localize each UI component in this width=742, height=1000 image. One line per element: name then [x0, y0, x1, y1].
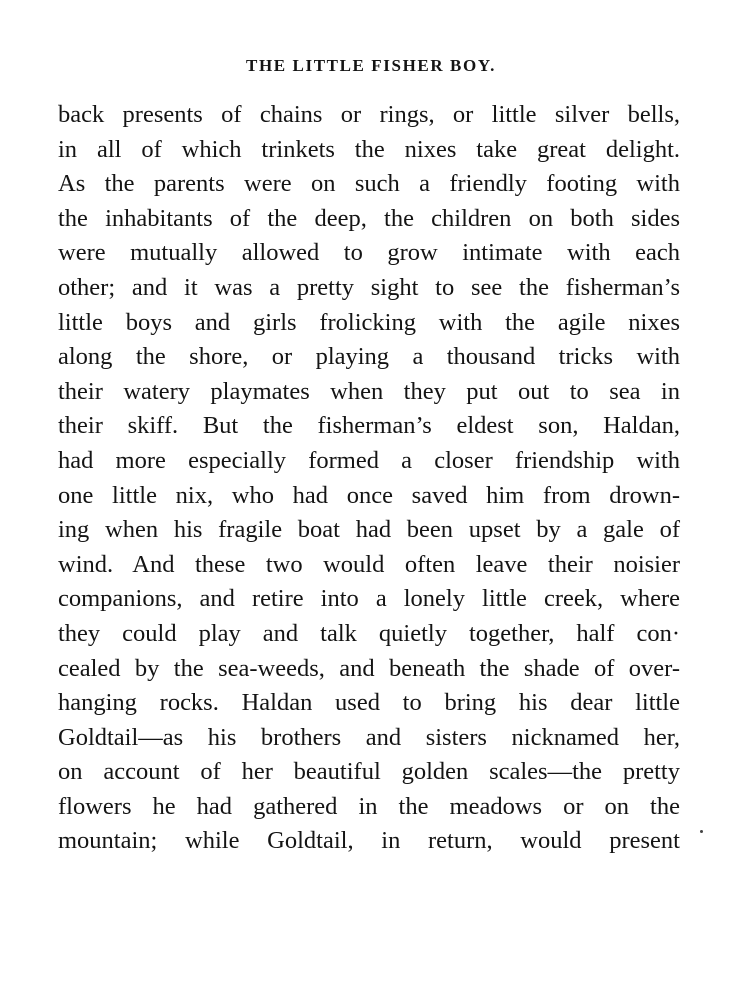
running-head: THE LITTLE FISHER BOY.: [246, 56, 496, 75]
text-line: along the shore, or playing a thousand tricks with: [58, 343, 680, 371]
text-line: little boys and girls frolicking with the agile nixes: [58, 308, 680, 336]
text-line: they could play and talk quietly together, half con·: [58, 619, 680, 647]
text-line: flowers he had gathered in the meadows or on the: [58, 792, 680, 820]
text-line: wind. And these two would often leave their noisier: [58, 550, 680, 578]
text-line: mountain; while Goldtail, in return, would present: [58, 827, 680, 855]
print-speck: [700, 830, 703, 833]
text-line: hanging rocks. Haldan used to bring his dear little: [58, 689, 680, 717]
text-line: companions, and retire into a lonely little creek, where: [58, 585, 680, 613]
body-text: [58, 98, 680, 859]
text-line: ing when his fragile boat had been upset by a gale of: [58, 516, 680, 544]
text-line: As the parents were on such a friendly footing with: [58, 170, 680, 198]
text-line: their skiff. But the fisherman’s eldest son, Haldan,: [58, 412, 680, 440]
text-line: other; and it was a pretty sight to see the fisherman’s: [58, 273, 680, 301]
text-line: in all of which trinkets the nixes take great delight.: [58, 135, 680, 163]
text-line: cealed by the sea-weeds, and beneath the shade of over-: [58, 654, 680, 682]
text-line: had more especially formed a closer friendship with: [58, 446, 680, 474]
text-line: the inhabitants of the deep, the children on both sides: [58, 204, 680, 232]
text-line: were mutually allowed to grow intimate with each: [58, 239, 680, 267]
text-line: back presents of chains or rings, or little silver bells,: [58, 101, 680, 128]
text-line: Goldtail—as his brothers and sisters nicknamed her,: [58, 723, 680, 751]
text-line: one little nix, who had once saved him from drown-: [58, 481, 680, 509]
text-line: their watery playmates when they put out to sea in: [58, 377, 680, 405]
text-line: on account of her beautiful golden scales—the pretty: [58, 758, 680, 786]
